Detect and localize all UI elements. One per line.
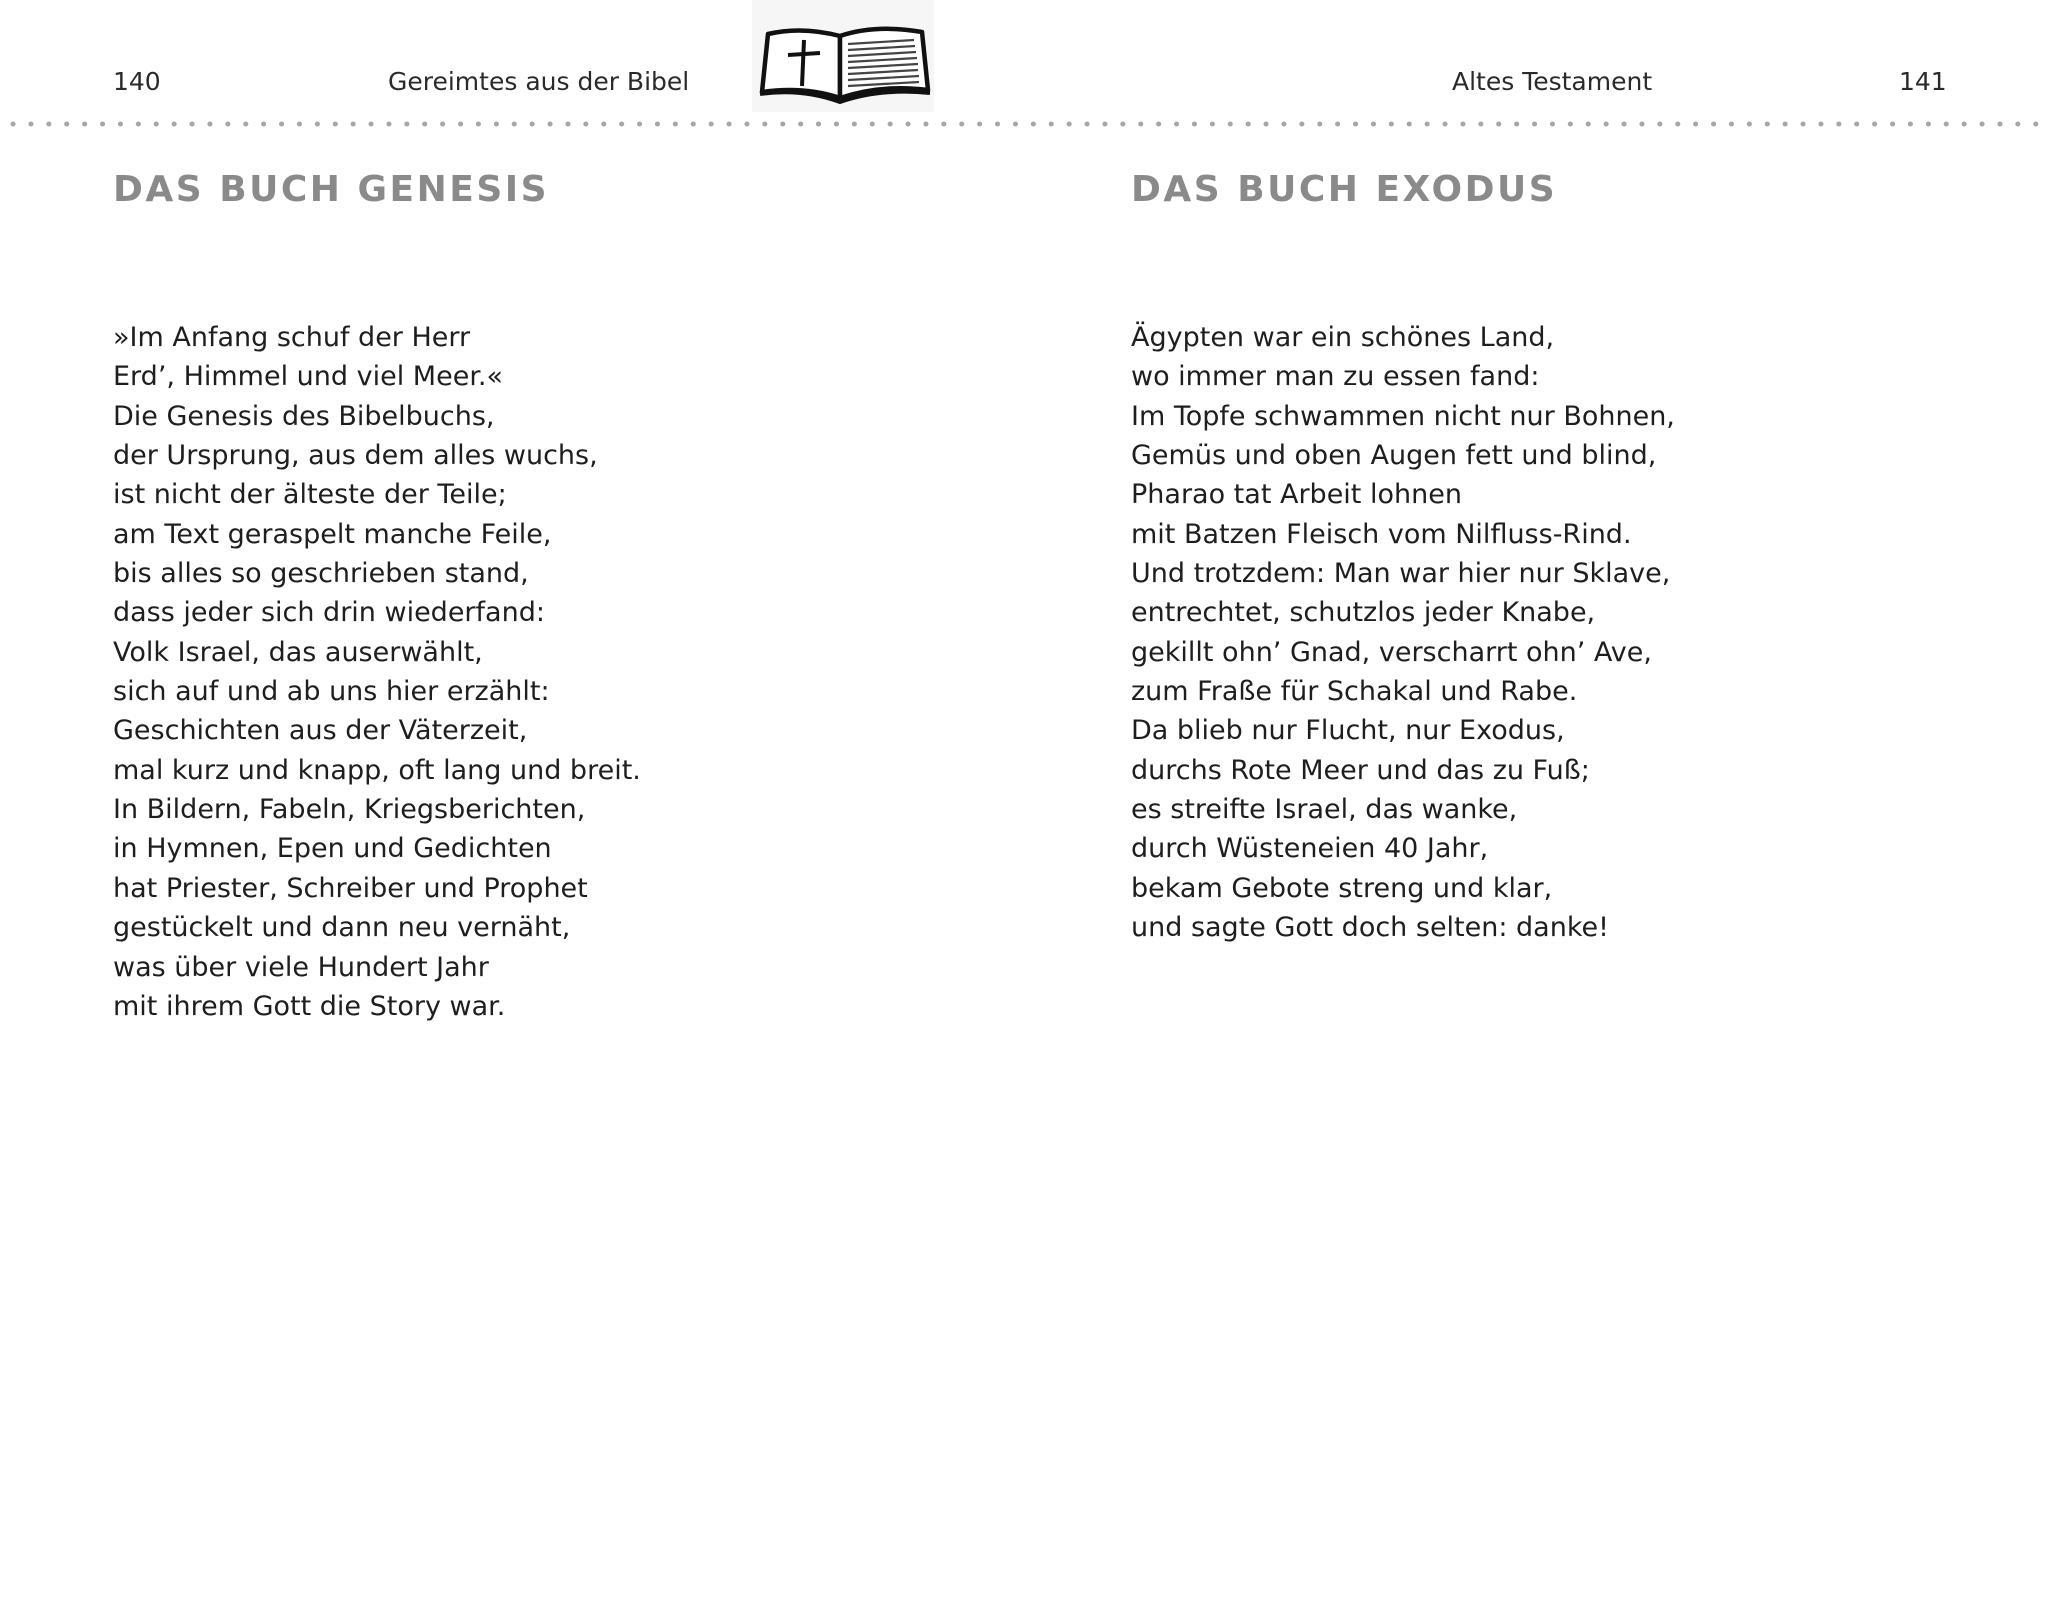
chapter-title-genesis: DAS BUCH GENESIS (113, 169, 550, 210)
poem-line: mit ihrem Gott die Story war. (113, 990, 506, 1022)
poem-line: gestückelt und dann neu vernäht, (113, 912, 571, 944)
poem-line: Da blieb nur Flucht, nur Exodus, (1131, 715, 1565, 747)
poem-line: gekillt ohn’ Gnad, verscharrt ohn’ Ave, (1131, 636, 1652, 668)
poem-line: es streifte Israel, das wanke, (1131, 794, 1518, 826)
poem-line: In Bildern, Fabeln, Kriegsberichten, (113, 794, 586, 826)
poem-line: bis alles so geschrieben stand, (113, 558, 529, 590)
poem-line: Die Genesis des Bibelbuchs, (113, 400, 495, 432)
poem-line: der Ursprung, aus dem alles wuchs, (113, 440, 598, 472)
poem-line: zum Fraße für Schakal und Rabe. (1131, 676, 1578, 708)
poem-line: sich auf und ab uns hier erzählt: (113, 676, 550, 708)
poem-line: Pharao tat Arbeit lohnen (1131, 479, 1462, 511)
poem-line: entrechtet, schutzlos jeder Knabe, (1131, 597, 1596, 629)
dotted-separator (10, 120, 2048, 128)
poem-line: Volk Israel, das auserwählt, (113, 636, 483, 668)
poem-line: dass jeder sich drin wiederfand: (113, 597, 545, 629)
exodus-poem (1131, 318, 1675, 948)
poem-line: am Text geraspelt manche Feile, (113, 518, 552, 550)
left-running-title: Gereimtes aus der Bibel (388, 67, 690, 96)
poem-line: durch Wüsteneien 40 Jahr, (1131, 833, 1489, 865)
poem-line: ist nicht der älteste der Teile; (113, 479, 507, 511)
chapter-title-exodus: DAS BUCH EXODUS (1131, 169, 1558, 210)
poem-line: und sagte Gott doch selten: danke! (1131, 912, 1609, 944)
poem-line: bekam Gebote streng und klar, (1131, 872, 1553, 904)
poem-line: was über viele Hundert Jahr (113, 951, 489, 983)
left-page-number: 140 (113, 67, 161, 96)
poem-line: mit Batzen Fleisch vom Nilfluss-Rind. (1131, 518, 1632, 550)
poem-line: wo immer man zu essen fand: (1131, 361, 1540, 393)
poem-line: Erd’, Himmel und viel Meer.« (113, 361, 504, 393)
poem-line: Gemüs und oben Augen fett und blind, (1131, 440, 1657, 472)
right-page-number: 141 (1899, 67, 1947, 96)
poem-line: Geschichten aus der Väterzeit, (113, 715, 528, 747)
genesis-poem (113, 318, 641, 1026)
right-running-title: Altes Testament (1452, 67, 1653, 96)
poem-line: Und trotzdem: Man war hier nur Sklave, (1131, 558, 1671, 590)
poem-line: Im Topfe schwammen nicht nur Bohnen, (1131, 400, 1675, 432)
poem-line: in Hymnen, Epen und Gedichten (113, 833, 552, 865)
poem-line: »Im Anfang schuf der Herr (113, 322, 471, 353)
poem-line: Ägypten war ein schönes Land, (1131, 322, 1555, 353)
open-bible-with-cross-icon (752, 0, 934, 112)
poem-line: mal kurz und knapp, oft lang und breit. (113, 754, 641, 786)
poem-line: hat Priester, Schreiber und Prophet (113, 872, 588, 904)
poem-line: durchs Rote Meer und das zu Fuß; (1131, 754, 1590, 786)
